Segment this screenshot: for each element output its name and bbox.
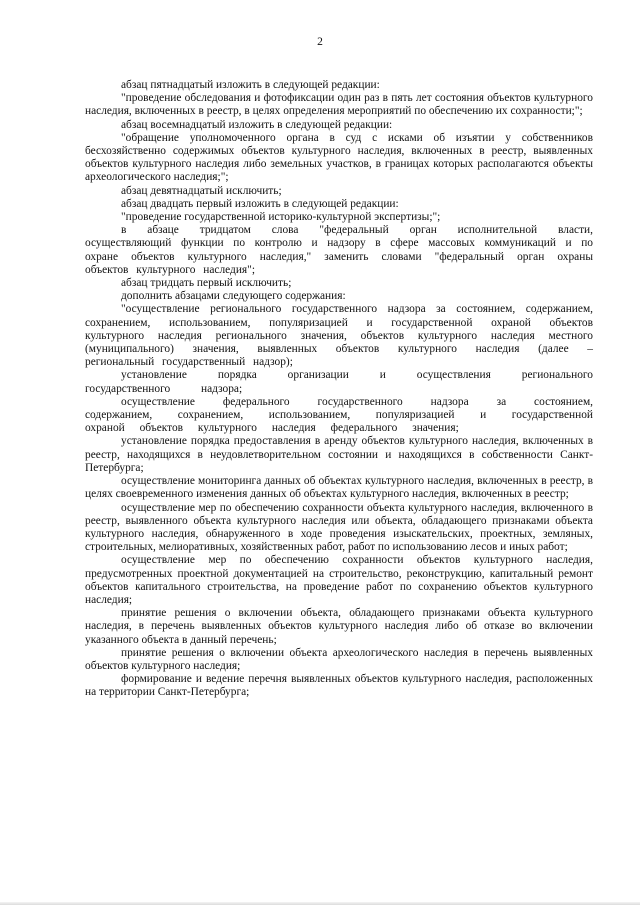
paragraph: осуществление мер по обеспечению сохранности объекта культурного наследия, включенного в реестр, выявленного объекта культурного наследия или объекта, обладающего признаками объекта культурного наследия, обнаруженного в ходе проведения изыскательских, проектных, земляных, строительных, мелиоративных, хозяйственных работ, работ по использованию лесов и иных работ; [85,501,593,554]
page-number: 2 [317,36,323,48]
paragraph: "обращение уполномоченного органа в суд с исками об изъятии у собственников бесхозяйственно содержимых объектов культурного наследия, включенных в реестр, выявленных объектов культурного наследия либо земельных участков, в границах которых располагаются объекты археологического наследия;"; [85,131,593,184]
paragraph: принятие решения о включении объекта археологического наследия в перечень выявленных объектов культурного наследия; [85,646,593,672]
document-body [85,79,593,700]
paragraph: абзац двадцать первый изложить в следующей редакции: [121,197,399,210]
paragraph: осуществление федерального государственного надзора за состоянием, содержанием, сохранением, использованием, популяризацией и государственной охраной объектов культурного наследия федерального значения; [85,395,593,435]
paragraph: абзац восемнадцатый изложить в следующей редакции: [121,118,393,131]
paragraph: "проведение государственной историко-культурной экспертизы;"; [121,211,441,224]
paragraph: осуществление мониторинга данных об объектах культурного наследия, включенных в реестр, в целях своевременного изменения данных об объектах культурного наследия, включенных в реестр; [85,475,593,501]
paragraph: формирование и ведение перечня выявленных объектов культурного наследия, расположенных на территории Санкт-Петербурга; [85,673,593,699]
paragraph: "проведение обследования и фотофиксации один раз в пять лет состояния объектов культурного наследия, включенных в реестр, в целях определения мероприятий по обеспечению их сохранности;"; [85,92,593,118]
paragraph: абзац девятнадцатый исключить; [121,184,282,197]
paragraph: принятие решения о включении объекта, обладающего признаками объекта культурного наследия, в перечень выявленных объектов культурного наследия либо об отказе во включении указанного объекта в данный перечень; [85,607,593,646]
paragraph: осуществление мер по обеспечению сохранности объектов культурного наследия, предусмотренных проектной документацией на строительство, реконструкцию, капитальный ремонт объектов капитального строительства, на проведение работ по сохранению объектов культурного наследия; [85,554,593,606]
paragraph: абзац пятнадцатый изложить в следующей редакции: [121,79,380,91]
paragraph: установление порядка организации и осуществления регионального государственного надзора; [85,369,593,395]
paragraph: дополнить абзацами следующего содержания: [121,290,346,303]
paragraph: в абзаце тридцатом слова "федеральный орган исполнительной власти, осуществляющий функции по контролю и надзору в сфере массовых коммуникаций и по охране объектов культурного наследия," заменить словами "федеральный орган охраны объектов культурного наследия"; [85,224,593,276]
paragraph: "осуществление регионального государственного надзора за состоянием, содержанием, сохранением, использованием, популяризацией и государственной охраной объектов культурного наследия регионального значения, объектов культурного наследия местного (муниципального) значения, выявленных объектов культурного наследия (далее – региональный государственный надзор); [85,303,593,369]
paragraph: абзац тридцать первый исключить; [121,277,292,290]
paragraph: установление порядка предоставления в аренду объектов культурного наследия, включенных в реестр, находящихся в неудовлетворительном состоянии и находящихся в собственности Санкт-Петербурга; [85,435,593,474]
